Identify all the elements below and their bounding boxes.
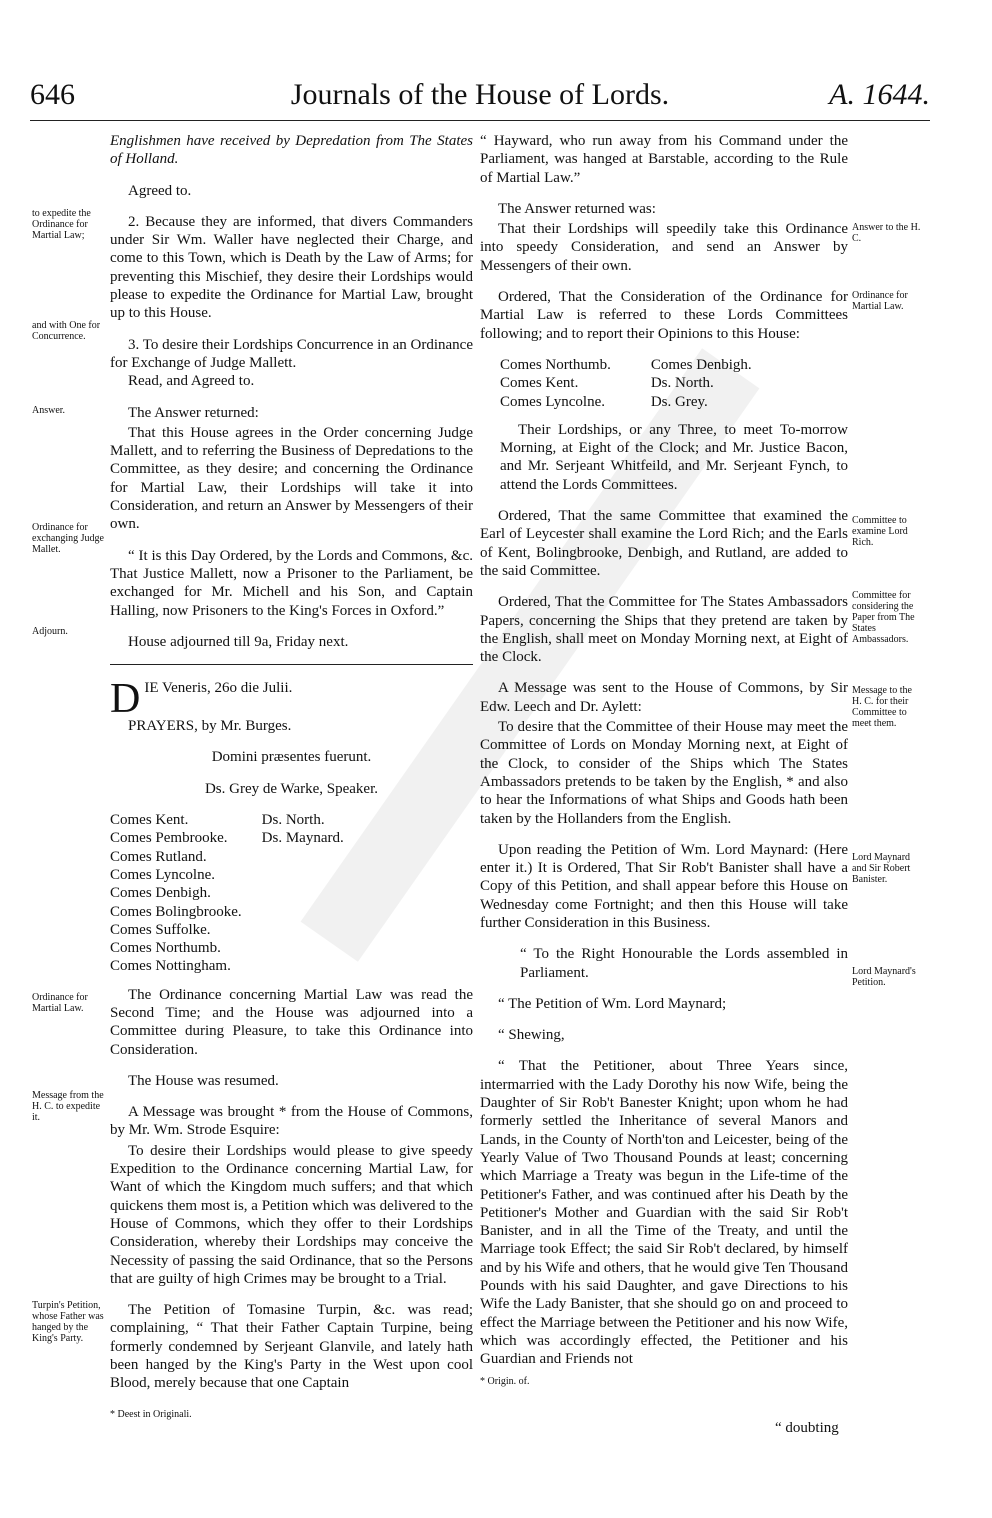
present-heading: Domini præsentes fuerunt. xyxy=(211,749,372,766)
left-column xyxy=(110,132,473,1437)
lord-name: Comes Rutland. xyxy=(110,848,207,865)
petition-body: “ That the Petitioner, about Three Years since, intermarried with the Lady Dorothy his now Wife, being the Daughter of Sir Rob't Banester Knight; upon whom he had formerly settled the Inheritance of several Manors and Lands, in the County of North'ton and Leicester, being of the Yearly Value of Two Thousand Pounds at least; concerning which Marriage a Treaty was begun in the Life-time of the Petitioner's Father, and was continued after his Death by the Petitioner's Mother and Guardian with the said Sir Rob't Banister, and in all the Time of the Treaty, and until the Marriage took Effect; the said Sir Rob't declared, by himself and by his Wife and others, that he would give Ten Thousand Pounds with his said Daughter, and gave Directions to his Wife the Lady Banister, that she should go on and proceed to effect the Marriage between the Petitioner and his now Wife, which was accordingly effected, the Petitioner and his Guardian and Friends not xyxy=(480,1058,848,1368)
order-text: “ It is this Day Ordered, by the Lords and Commons, &c. That Justice Mallett, now a Prisoner to the Parliament, be exchanged for Mr. Michell and his Son, and Captain Halling, now Prisoners to the King's Forces in Oxford.” xyxy=(110,547,473,619)
lord-name: Ds. North. xyxy=(261,812,325,829)
footnote: * Origin. of. xyxy=(480,1375,530,1387)
petition-shewing: “ Shewing, xyxy=(498,1027,565,1044)
paragraph: Upon reading the Petition of Wm. Lord Maynard: (Here enter it.) It is Ordered, That Sir Rob't Banister shall have a Copy of this Petition, and shall appear before this House on Wednesday come Fortnight; and then this House will take further Consideration in this Business. xyxy=(480,841,848,931)
margin-note: Turpin's Petition, whose Father was hanged by the King's Party. xyxy=(32,1300,104,1344)
paragraph: To desire their Lordships would please to give speedy Expedition to the Ordinance concerning Martial Law, for Want of which the Kingdom much suffers; and that which quickens them most is, a Petition which was delivered to the House of Commons, which they offer to their Lordships Consideration, whereby their Lordships may conceive the Necessity of passing the said Ordinance, that so the Persons that are guilty of high Crimes may be brought to a Trial. xyxy=(110,1142,473,1287)
margin-note: to expedite the Ordinance for Martial Law; xyxy=(32,208,91,241)
prayers: PRAYERS, by Mr. Burges. xyxy=(128,718,292,735)
paragraph: The Petition of Tomasine Turpin, &c. was read; complaining, “ That their Father Captain Turpine, being formerly condemned by Serjeant Glanvile, and lately hath been hanged by the King's Party in the West upon cool Blood, merely because that one Captain xyxy=(110,1302,473,1392)
margin-note: Ordinance for Martial Law. xyxy=(32,992,88,1014)
margin-note: Adjourn. xyxy=(32,626,68,637)
footnote: * Deest in Originali. xyxy=(110,1408,192,1420)
lords-present-right xyxy=(262,811,344,976)
paragraph: 3. To desire their Lordships Concurrence in an Ordinance for Exchange of Judge Mallett. xyxy=(110,336,473,371)
lord-name: Ds. Grey. xyxy=(650,393,708,410)
petition-address: “ To the Right Honourable the Lords assembled in Parliament. xyxy=(520,946,848,981)
margin-note: Committee for considering the Paper from The States Ambassadors. xyxy=(852,590,915,645)
paragraph: Ordered, That the Consideration of the Ordinance for Martial Law is referred to these Lords Committees following; and to report their Opinions to this House: xyxy=(480,289,848,342)
lord-name: Comes Northumb. xyxy=(500,356,611,373)
paragraph: That their Lordships will speedily take this Ordinance into speedy Consideration, and send an Answer by Messengers of their own. xyxy=(480,221,848,274)
paragraph: Englishmen have received by Depredation from The States of Holland. xyxy=(110,133,473,168)
paragraph: The Ordinance concerning Martial Law was read the Second Time; and the House was adjourned into a Committee during Pleasure, to take this Ordinance into Consideration. xyxy=(110,986,473,1058)
margin-note: and with One for Concurrence. xyxy=(32,320,101,342)
margin-note: Message to the H. C. for their Committee to meet them. xyxy=(852,685,912,729)
right-column xyxy=(480,132,848,1404)
lord-name: Comes Lyncolne. xyxy=(110,866,215,883)
paragraph: A Message was sent to the House of Commons, by Sir Edw. Leech and Dr. Aylett: xyxy=(480,680,848,715)
page-title: Journals of the House of Lords. xyxy=(290,78,670,111)
speaker: Ds. Grey de Warke, Speaker. xyxy=(204,780,379,797)
margin-note: Ordinance for Martial Law. xyxy=(852,290,908,312)
margin-note: Committee to examine Lord Rich. xyxy=(852,515,908,548)
margin-note: Answer to the H. C. xyxy=(852,222,921,244)
paragraph: The Answer returned: xyxy=(128,404,259,421)
paragraph: Ordered, That the Committee for The States Ambassadors Papers, concerning the Ships that they pretend are taken by the English, shall meet on Monday Morning next, at Eight of the Clock. xyxy=(480,594,848,666)
paragraph: Ordered, That the same Committee that examined the Earl of Leycester shall examine the Lord Rich; and the Earls of Kent, Bolingbrooke, Denbigh, and Rutland, are added to the said Committee. xyxy=(480,508,848,579)
section-rule xyxy=(110,664,473,665)
paragraph: The Answer returned was: xyxy=(498,200,656,217)
page-year: A. 1644. xyxy=(829,78,930,111)
lords-present xyxy=(110,811,473,976)
margin-note: Answer. xyxy=(32,405,66,416)
lord-name: Comes Kent. xyxy=(500,375,579,392)
drop-cap: D xyxy=(110,676,141,723)
margin-note: Message from the H. C. to expedite it. xyxy=(32,1090,104,1123)
day-heading-text: IE Veneris, 26o die Julii. xyxy=(144,680,293,697)
paragraph: Their Lordships, or any Three, to meet To-morrow Morning, at Eight of the Clock; and Mr. Justice Bacon, and Mr. Serjeant Whitfeild, and Mr. Serjeant Fynch, to attend the Lords Committees. xyxy=(500,421,848,493)
lord-name: Comes Bolingbrooke. xyxy=(110,903,242,920)
lord-name: Comes Nottingham. xyxy=(110,958,231,975)
lord-name: Comes Denbigh. xyxy=(110,885,211,902)
petition-title: “ The Petition of Wm. Lord Maynard; xyxy=(498,995,727,1012)
paragraph: That this House agrees in the Order concerning Judge Mallett, and to referring the Business of Depredations to the Committee, as they desire; and concerning the Ordinance for Martial Law, their Lordships will take it into Consideration, and return an Answer by Messengers of their own. xyxy=(110,424,473,533)
paragraph: House adjourned till 9a, Friday next. xyxy=(128,633,349,650)
paragraph: “ Hayward, who run away from his Command under the Parliament, was hanged at Barstable, according to the Rule of Martial Law.” xyxy=(480,133,848,186)
lord-name: Comes Denbigh. xyxy=(650,356,752,373)
header-rule xyxy=(30,120,930,121)
lord-name: Ds. Maynard. xyxy=(261,830,344,847)
lord-name: Comes Northumb. xyxy=(110,940,221,957)
committee-list xyxy=(500,356,848,411)
day-heading xyxy=(110,676,473,723)
lord-name: Comes Suffolke. xyxy=(110,921,211,938)
committee-left xyxy=(500,356,611,411)
paragraph: Agreed to. xyxy=(128,182,192,199)
margin-note: Lord Maynard's Petition. xyxy=(852,966,916,988)
lord-name: Comes Kent. xyxy=(110,812,189,829)
running-header xyxy=(30,78,930,118)
lord-name: Ds. North. xyxy=(650,375,714,392)
catchword: “ doubting xyxy=(775,1420,839,1436)
committee-right xyxy=(651,356,752,411)
lord-name: Comes Pembrooke. xyxy=(110,830,228,847)
margin-note: Ordinance for exchanging Judge Mallet. xyxy=(32,522,104,555)
lords-present-left xyxy=(110,811,242,976)
paragraph: Read, and Agreed to. xyxy=(128,373,255,390)
lord-name: Comes Lyncolne. xyxy=(500,393,605,410)
paragraph: A Message was brought * from the House of Commons, by Mr. Wm. Strode Esquire: xyxy=(110,1104,473,1139)
paragraph: To desire that the Committee of their House may meet the Committee of Lords on Monday Morning next, at Eight of the Clock, to consider of the Ships which The States Ambassadors pretends to be taken by the English, * and also to hear the Informations of what Ships and Goods hath been taken by the Hollanders from the English. xyxy=(480,719,848,827)
page-number: 646 xyxy=(30,78,75,111)
paragraph: 2. Because they are informed, that divers Commanders under Sir Wm. Waller have neglected their Charge, and come to this Town, which is Death by the Law of Arms; for preventing this Mischief, they desire their Lordships would please to expedite the Ordinance for Martial Law, brought up to this House. xyxy=(110,213,473,322)
margin-note: Lord Maynard and Sir Robert Banister. xyxy=(852,852,911,885)
paragraph: The House was resumed. xyxy=(128,1072,279,1089)
